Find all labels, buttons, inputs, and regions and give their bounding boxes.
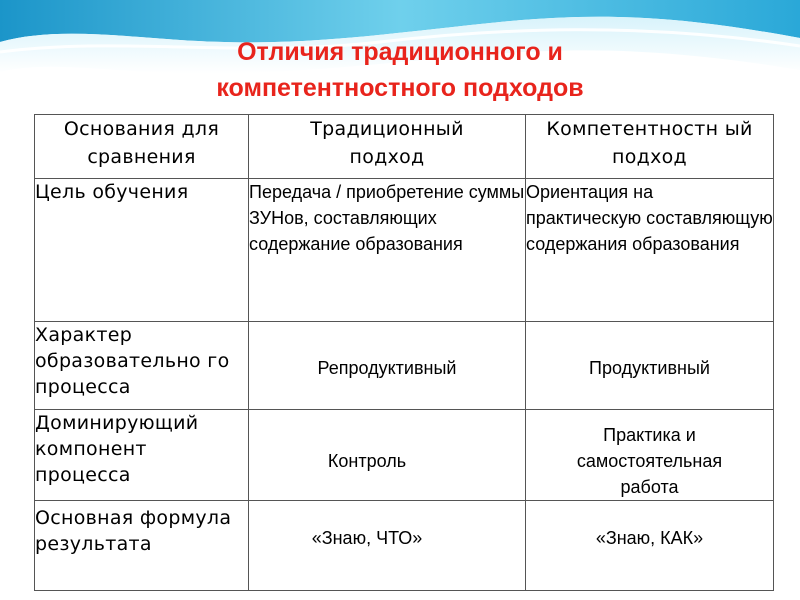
page-title (0, 34, 800, 106)
table-row (35, 501, 774, 591)
cell-traditional-process-nature: Репродуктивный (249, 322, 526, 410)
cell-competence-result-formula: «Знаю, КАК» (526, 501, 774, 591)
comparison-table (34, 114, 774, 591)
cell-traditional-result-formula: «Знаю, ЧТО» (249, 501, 526, 591)
title-line-2: компетентностного подходов (216, 74, 584, 102)
cell-competence-goal: Ориентация на практическую составляющую содержания образования (526, 179, 774, 322)
cell-traditional-dominant-component: Контроль (249, 410, 526, 501)
row-label-result-formula: Основная формула результата (35, 501, 249, 591)
table-row (35, 322, 774, 410)
row-label-dominant-component: Доминирующий компонент процесса (35, 410, 249, 501)
row-label-process-nature: Характер образовательно го процесса (35, 322, 249, 410)
cell-competence-dominant-component: Практика и самостоятельная работа (526, 410, 774, 501)
table-header-row (35, 115, 774, 179)
table-row (35, 179, 774, 322)
header-competence: Компетентностн ый подход (526, 115, 774, 179)
row-label-goal: Цель обучения (35, 179, 249, 322)
cell-traditional-goal: Передача / приобретение суммы ЗУНов, составляющих содержание образования (249, 179, 526, 322)
header-traditional: Традиционный подход (249, 115, 526, 179)
cell-competence-process-nature: Продуктивный (526, 322, 774, 410)
table-row (35, 410, 774, 501)
title-line-1: Отличия традиционного и (237, 38, 563, 66)
header-basis: Основания для сравнения (35, 115, 249, 179)
